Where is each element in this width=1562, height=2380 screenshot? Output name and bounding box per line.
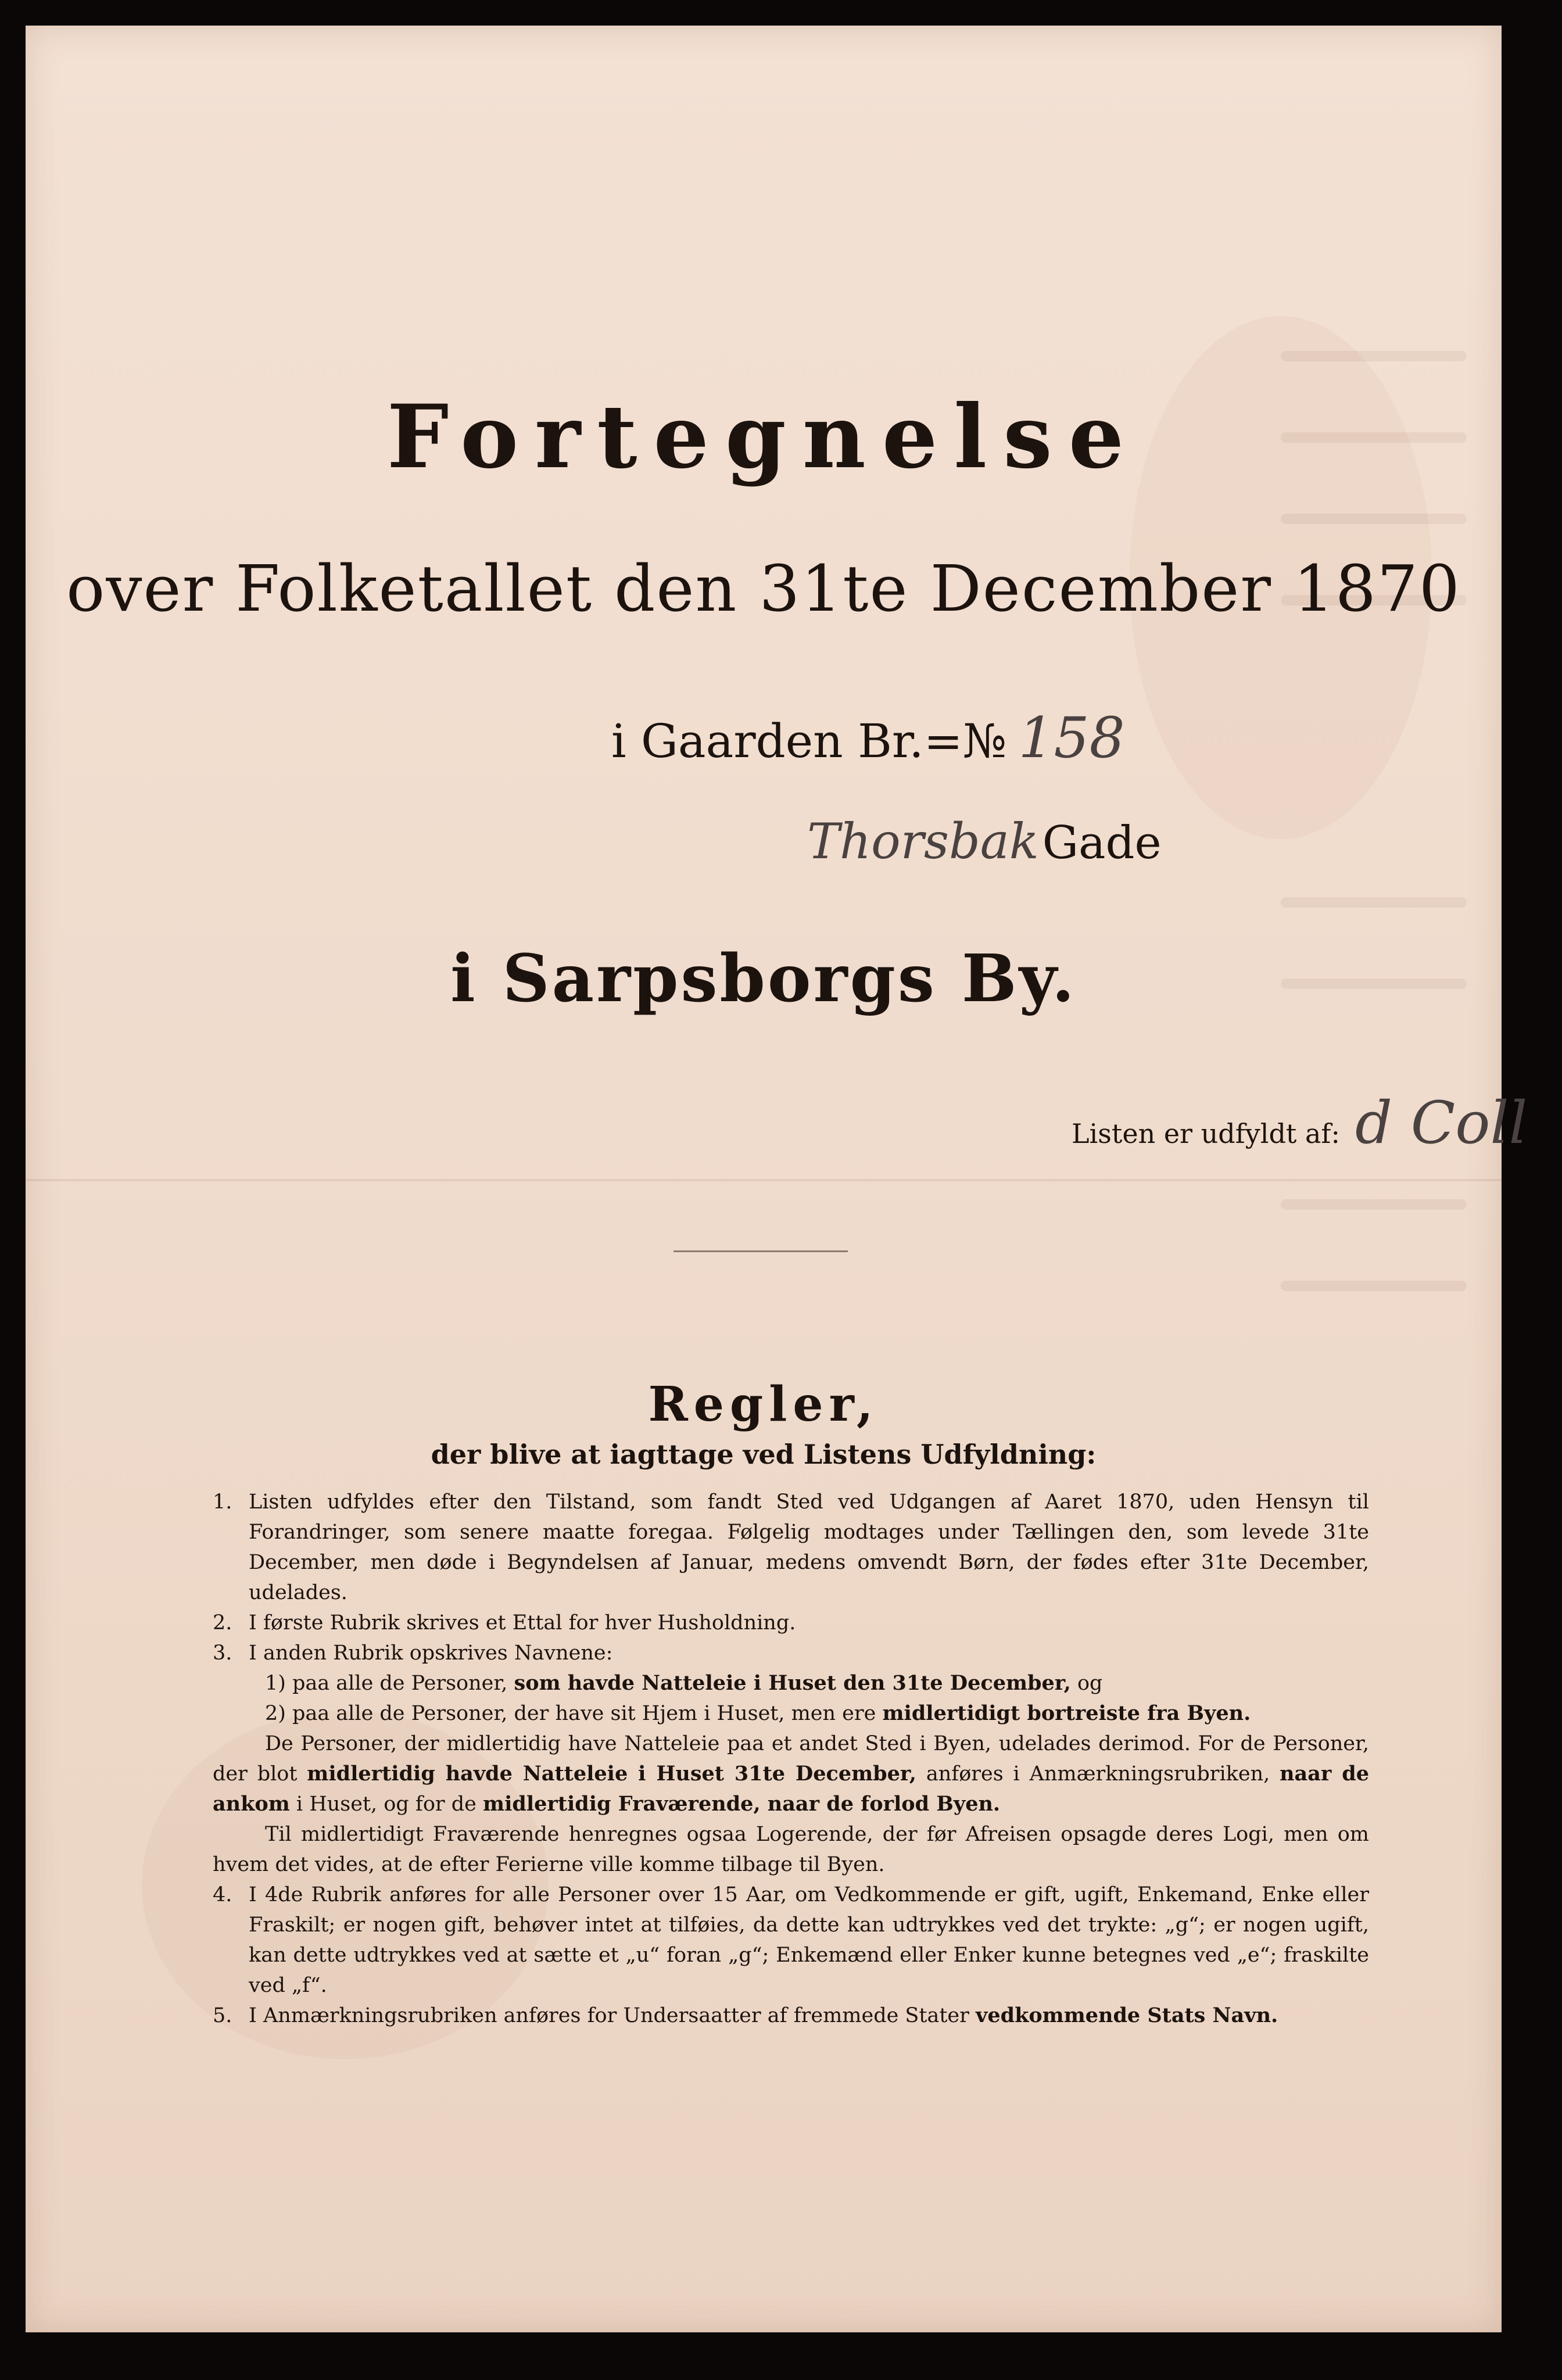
rule-paragraph-text: i Huset, og for de xyxy=(296,1793,477,1816)
rule-paragraph-text: De Personer, der midlertidig have Natteleie paa et andet Sted i Byen, udelades derimod. For de Personer, der blot xyxy=(213,1732,1369,1786)
rule-text: I første Rubrik skrives et Ettal for hver Husholdning. xyxy=(249,1611,796,1635)
rule-number: 5. xyxy=(213,2004,232,2027)
rule-paragraph-bold: midlertidig havde Natteleie i Huset 31te December, xyxy=(307,1762,916,1786)
rule-text: I Anmærkningsrubriken anføres for Undersaatter af fremmede Stater xyxy=(249,2004,969,2027)
rule-item xyxy=(213,1608,1369,1638)
rule-subitem xyxy=(213,1668,1369,1698)
rule-paragraph xyxy=(213,1729,1369,1819)
form-title: Fortegnelse xyxy=(386,386,1141,488)
rule-text-bold: vedkommende Stats Navn. xyxy=(976,2003,1278,2027)
rules-title: Regler, xyxy=(648,1377,879,1432)
rule-subitem xyxy=(213,1698,1369,1729)
rule-number: 1. xyxy=(213,1490,232,1514)
rule-paragraph xyxy=(213,1819,1369,1880)
rule-paragraph-text: Til midlertidigt Fraværende henregnes ogsaa Logerende, der før Afreisen opsagde deres Logi, men om hvem det vides, at de efter Ferierne ville komme tilbage til Byen. xyxy=(213,1823,1369,1876)
rule-item xyxy=(213,1487,1369,1608)
rule-number: 2. xyxy=(213,1611,232,1635)
bleed-through-mark xyxy=(1281,351,1467,361)
form-subtitle: over Folketallet den 31te December 1870 xyxy=(66,551,1461,626)
rule-text: Listen udfyldes efter den Tilstand, som fandt Sted ved Udgangen af Aaret 1870, uden Hensyn til Forandringer, som senere maatte foregaa. Følgelig modtages under Tællingen den, som levede 31te December, men døde i Begyndelsen af Januar, medens omvendt Børn, der fødes efter 31te December, udelades. xyxy=(249,1490,1369,1604)
gaard-number: 158 xyxy=(1018,705,1125,770)
rule-subitem-text: 1) paa alle de Personer, xyxy=(265,1672,508,1695)
section-divider xyxy=(673,1250,848,1252)
rule-number: 4. xyxy=(213,1883,232,1906)
rule-text: I 4de Rubrik anføres for alle Personer over 15 Aar, om Vedkommende er gift, ugift, Enkemand, Enke eller Fraskilt; er nogen gift, behøver intet at tilføies, da dette kan udtrykkes ved det trykte: „g“; er nogen ugift, kan dette udtrykkes ved at sætte et „u“ foran „g“; Enkemænd eller Enker kunne betegnes ved „e“; fraskilte ved „f“. xyxy=(249,1883,1369,1997)
rule-number: 3. xyxy=(213,1641,232,1665)
gaard-prefix: i Gaarden Br.=№ xyxy=(611,714,1007,768)
signer-name: d Coll xyxy=(1355,1089,1528,1157)
rule-paragraph-bold: naar de ankom xyxy=(213,1762,1369,1816)
gaard-line xyxy=(611,705,1125,770)
census-form-sheet xyxy=(26,26,1528,2332)
rule-item xyxy=(213,1880,1369,2001)
signer-label: Listen er udfyldt af: xyxy=(1072,1118,1340,1149)
rule-paragraph-text: anføres i Anmærkningsrubriken, xyxy=(926,1762,1270,1786)
rule-item xyxy=(213,2001,1369,2031)
paper-fold-line xyxy=(26,1179,1502,1181)
rule-paragraph-bold: midlertidig Fraværende, naar de forlod Byen. xyxy=(483,1792,1001,1816)
street-line xyxy=(807,813,1162,870)
rule-subitem-text: 2) paa alle de Personer, der have sit Hjem i Huset, men ere xyxy=(265,1702,876,1725)
town-name: i Sarpsborgs By. xyxy=(450,941,1077,1017)
rule-text: I anden Rubrik opskrives Navnene: xyxy=(249,1641,613,1665)
bleed-through-mark xyxy=(1281,1281,1467,1291)
street-name: Thorsbak xyxy=(807,813,1039,870)
rule-subitem-bold: midlertidigt bortreiste fra Byen. xyxy=(882,1701,1251,1725)
bleed-through-mark xyxy=(1281,897,1467,908)
street-suffix: Gade xyxy=(1042,817,1162,869)
rule-subitem-text: og xyxy=(1077,1672,1103,1695)
bleed-through-mark xyxy=(1281,514,1467,524)
signer-line xyxy=(1072,1089,1527,1157)
bleed-through-mark xyxy=(1281,1199,1467,1210)
rule-item xyxy=(213,1638,1369,1668)
rules-list xyxy=(213,1487,1369,2031)
rules-subtitle: der blive at iagttage ved Listens Udfyldning: xyxy=(431,1439,1097,1470)
rule-subitem-bold: som havde Natteleie i Huset den 31te December, xyxy=(514,1671,1071,1695)
